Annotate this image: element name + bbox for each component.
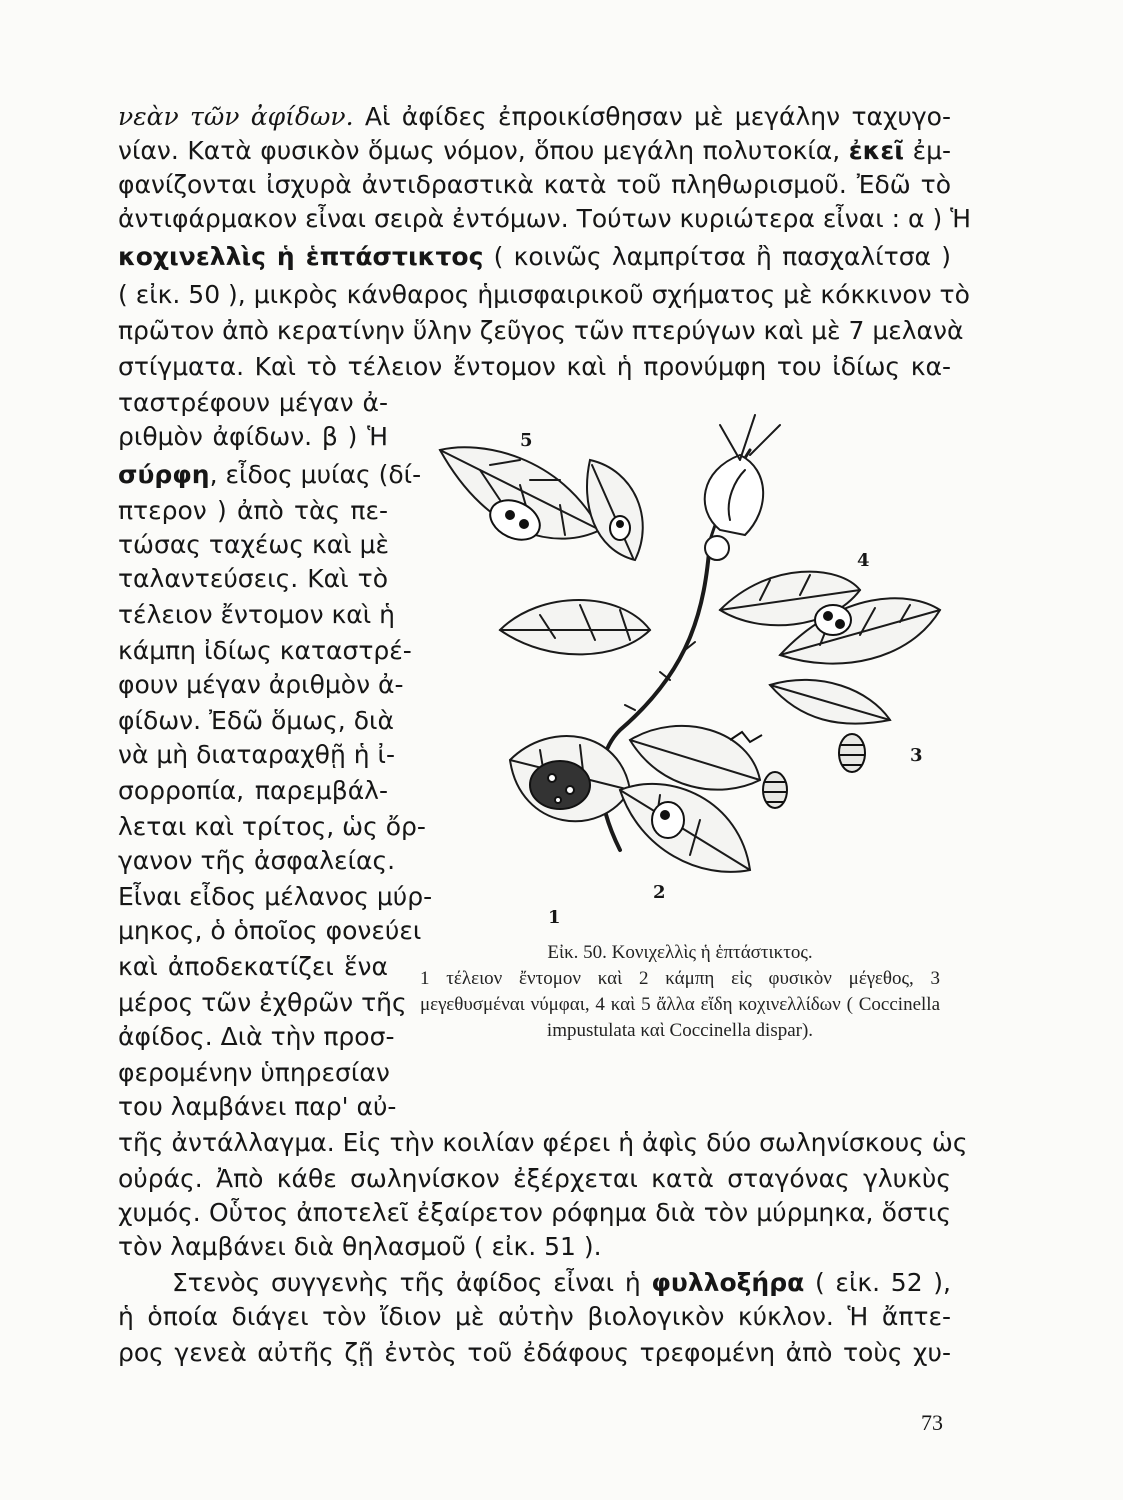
text-line: τὸν λαμβάνει διὰ θηλασμοῦ ( εἰκ. 51 ). [118,1232,602,1261]
page-number: 73 [921,1410,943,1435]
text-line: στίγματα. Καὶ τὸ τέλειον ἔντομον καὶ ἡ προνύμφη του ἰδίως κα- [118,352,951,381]
text-line: ριθμὸν ἀφίδων. β ) Ἡ [118,422,388,451]
bold-term: ἐκεῖ [848,136,905,165]
rose-branch-drawing [420,410,960,930]
text-line: φερομένην ὑπηρεσίαν [118,1058,390,1087]
caption-title: Εἰκ. 50. Κονιχελλὶς ἡ ἑπτάστικτος. [547,942,813,963]
text-line: καὶ ἀποδεκατίζει ἕνα [118,952,388,981]
text-line: τώσας ταχέως καὶ μὲ [118,530,390,559]
text-line [118,100,951,134]
text-span: Αἱ ἀφίδες ἐπροικίσθησαν μὲ μεγάλην ταχυγο- [353,102,951,131]
bold-term-syrphe: σύρφη [118,460,210,489]
text-span: Στενὸς συγγενὴς τῆς ἀφίδος εἶναι ἡ [172,1268,652,1297]
text-line: ( εἰκ. 50 ), μικρὸς κάνθαρος ἡμισφαιρικοῦ σχήματος μὲ κόκκινον τὸ [118,280,970,309]
text-line: ἀντιφάρμακον εἶναι σειρὰ ἐντόμων. Τούτων κυριώτερα εἶναι : α ) Ἡ [118,204,972,233]
figure-label-2: 2 [653,882,666,903]
text-span: ( εἰκ. 52 ), [804,1268,951,1297]
caption-body: 1 τέλειον ἔντομον καὶ 2 κάμπη εἰς φυσικὸν μέγεθος, 3 μεγεθυσμέναι νύμφαι, 4 καὶ 5 ἄλλα εἴδη κοχινελλίδων ( Coccinella impustulata καὶ Coccinella dispar). [420,968,940,1041]
text-line: φανίζονται ἰσχυρὰ ἀντιδραστικὰ κατὰ τοῦ πληθωρισμοῦ. Ἐδῶ τὸ [118,170,951,199]
text-line [172,1266,951,1300]
figure-label-3: 3 [910,745,923,766]
text-line: φουν μέγαν ἀριθμὸν ἀ- [118,670,404,699]
text-line: ἡ ὁποία διάγει τὸν ἴδιον μὲ αὐτὴν βιολογικὸν κύκλον. Ἡ ἄπτε- [118,1302,951,1331]
text-line: ἀφίδος. Διὰ τὴν προσ- [118,1022,395,1051]
bold-term-coccinella: κοχινελλὶς ἡ ἑπτάστικτος [118,242,484,271]
text-line [118,458,422,492]
text-line: ρος γενεὰ αὐτῆς ζῇ ἐντὸς τοῦ ἐδάφους τρεφομένη ἀπὸ τοὺς χυ- [118,1338,951,1367]
text-line: οὐράς. Ἀπὸ κάθε σωληνίσκον ἐξέρχεται κατὰ σταγόνας γλυκὺς [118,1164,951,1193]
text-line: μηκος, ὁ ὁποῖος φονεύει [118,916,422,945]
text-line: μέρος τῶν ἐχθρῶν τῆς [118,988,407,1017]
text-line: σορροπία, παρεμβάλ- [118,776,388,805]
text-line: του λαμβάνει παρ' αὐ- [118,1092,397,1121]
text-line: φίδων. Ἐδῶ ὅμως, διὰ [118,706,394,735]
text-span: νίαν. Κατὰ φυσικὸν ὅμως νόμον, ὅπου μεγάλη πολυτοκία, [118,136,849,165]
text-line: πρῶτον ἀπὸ κερατίνην ὕλην ζεῦγος τῶν πτερύγων καὶ μὲ 7 μελανὰ [118,316,964,345]
text-line [118,240,951,274]
text-line: τῆς ἀντάλλαγμα. Εἰς τὴν κοιλίαν φέρει ἡ ἀφὶς δύο σωληνίσκους ὡς [118,1128,968,1157]
text-line: κάμπη ἰδίως καταστρέ- [118,636,412,665]
text-line: ταστρέφουν μέγαν ἀ- [118,388,388,417]
text-line: πτερον ) ἀπὸ τὰς πε- [118,496,388,525]
text-span: ἐμ- [904,136,952,165]
text-line: ταλαντεύσεις. Καὶ τὸ [118,564,388,593]
text-line: τέλειον ἔντομον καὶ ἡ [118,600,395,629]
text-line: γανον τῆς ἀσφαλείας. [118,846,396,875]
text-span: , εἶδος μυίας (δί- [209,460,422,489]
figure-label-1: 1 [548,907,561,928]
text-line: Εἶναι εἶδος μέλανος μύρ- [118,882,433,911]
text-line [118,134,951,168]
figure-ladybird-illustration [420,410,960,930]
text-line: χυμός. Οὗτος ἀποτελεῖ ἐξαίρετον ρόφημα διὰ τὸν μύρμηκα, ὅστις [118,1198,951,1227]
italic-text: νεὰν τῶν ἀφίδων. [118,102,354,131]
text-line: νὰ μὴ διαταραχθῇ ἡ ἰ- [118,740,396,769]
figure-label-5: 5 [520,430,533,451]
figure-label-4: 4 [857,550,870,571]
text-span: ( κοινῶς λαμπρίτσα ἢ πασχαλίτσα ) [483,242,951,271]
text-line: λεται καὶ τρίτος, ὡς ὄρ- [118,812,426,841]
bold-term-phylloxera: φυλλοξήρα [651,1268,805,1297]
figure-caption [420,940,940,1044]
